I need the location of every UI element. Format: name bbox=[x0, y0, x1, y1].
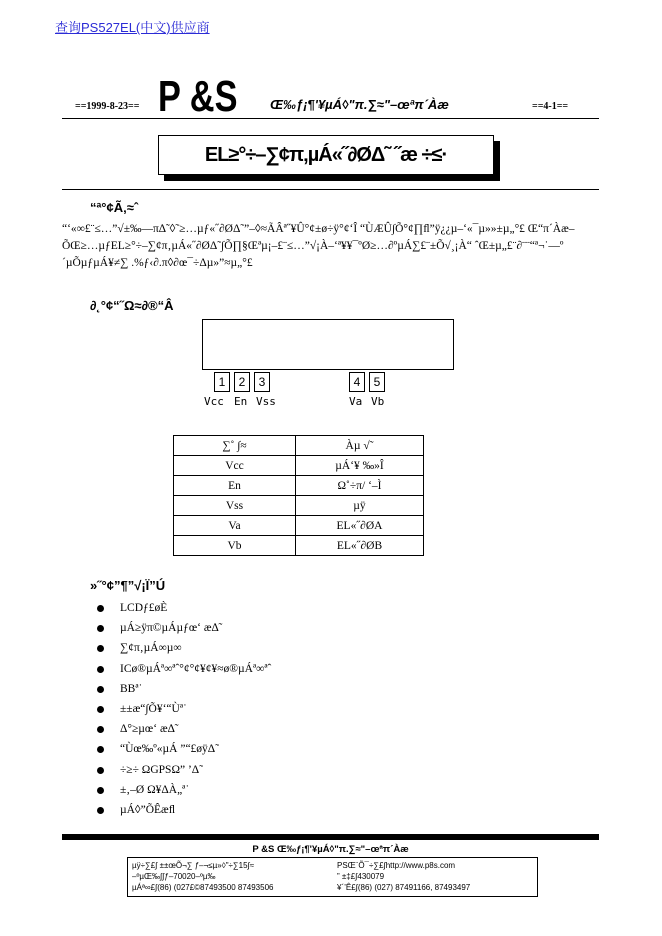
pin-label-vb: Vb bbox=[371, 395, 385, 408]
list-item bbox=[78, 699, 271, 719]
list-item-text: LCDƒ£øÈ bbox=[120, 602, 168, 614]
bullet-icon bbox=[97, 787, 104, 794]
footer-address: µÿ÷∑£∫ ±±œÕ¬∑ ƒ–¬≤µ»◊"÷∑15∫≈ bbox=[132, 861, 255, 870]
pin-label-vcc: Vcc bbox=[204, 395, 224, 408]
footer-zipcode: ” ±‡£∫430079 bbox=[337, 872, 385, 881]
list-item bbox=[78, 638, 271, 658]
bullet-icon bbox=[97, 706, 104, 713]
pin-label-vss: Vss bbox=[256, 395, 276, 408]
section2-heading: ∂˛°¢“˝Ω≈∂®“Â bbox=[90, 298, 174, 313]
bullet-icon bbox=[97, 625, 104, 632]
list-item-text: Δ°≥µœ‘ æ∆˜ bbox=[120, 723, 179, 736]
bullet-icon bbox=[97, 726, 104, 733]
table-row bbox=[174, 496, 424, 516]
table-cell: µÿ bbox=[296, 496, 424, 516]
list-item bbox=[78, 760, 271, 780]
list-item bbox=[78, 800, 271, 820]
table-cell: µÁ‘¥ ‰»Î bbox=[296, 456, 424, 476]
table-row bbox=[174, 536, 424, 556]
bullet-icon bbox=[97, 746, 104, 753]
list-item-text: ÷≥÷ ΩGPSΩ” ’Δ˜ bbox=[120, 763, 204, 776]
document-title: EL≥°÷–∑¢π‚µÁ«˝∂ØΔ˜ ˝æ ÷≤· bbox=[204, 143, 448, 166]
pin-2: 2 bbox=[234, 372, 250, 392]
table-header-symbol: ∑˚ ∫≈ bbox=[174, 436, 296, 456]
table-cell: Vcc bbox=[174, 456, 296, 476]
table-cell: Vb bbox=[174, 536, 296, 556]
table-row bbox=[174, 476, 424, 496]
list-item-text: ICø®µÁª∞ªˆ°¢°¢¥¢¥≈ø®µÁª∞ªˆ bbox=[120, 662, 272, 675]
list-item bbox=[78, 659, 271, 679]
header-divider bbox=[62, 118, 599, 119]
header-company-name: Œ‰ƒ¡¶'¥µÁ◊"π.∑≈"–œªπ´Àæ bbox=[270, 97, 449, 112]
footer-title: P &S Œ‰ƒ¡¶'¥µÁ◊"π.∑≈"–œªπ´Àæ bbox=[252, 844, 409, 855]
pin-1: 1 bbox=[214, 372, 230, 392]
list-item-text: ±‚–Ø Ω¥ΔÀ„ª˙ bbox=[120, 783, 190, 796]
section3-heading: »˝°¢”¶”√¡Ï”Ú bbox=[90, 578, 166, 593]
table-cell: Va bbox=[174, 516, 296, 536]
footer-fax: ¥´’Ê£∫(86) (027) 87491166, 87493497 bbox=[337, 883, 471, 892]
section1-heading: “ª°¢Ã‚≈ˆ bbox=[90, 200, 139, 215]
module-outline bbox=[202, 319, 454, 370]
list-item bbox=[78, 679, 271, 699]
list-item-text: µÁ≥ÿπ©µÁµƒœ‘ æ∆˜ bbox=[120, 622, 223, 635]
pin-definition-table bbox=[173, 435, 424, 556]
section1-paragraph: “‘«∞£¨≤…”√±‰—π∆˜◊˜≥…µƒ«˝∂ØΔ˜”–◊≈ÃÂª˝¥Û°¢±ø÷ÿ°¢‘Î “ÙÆÛ∫Õ°¢∏ﬂ”ÿ¿¿µ–‘«¯µ»»±µ„°£ Œ“π´Àæ–ÕŒ≥…µƒEL≥°÷–∑¢π‚µÁ«˝∂ØΔ˜∫Õ∏§Œªµ¡–£¨≤…”√¡À–‘ª¥¥¯ºØ≥…∂ºµÁ∑£¨±Õ√¸¡À“ ˆŒ±µ„£¨∂¨¨“ª¬˙—º´µÕµƒµÁ¥≠∑ .%ƒ‹∂.π◊∂œ¯÷Δµ»”≈µ„°£ bbox=[62, 223, 575, 269]
pin-label-va: Va bbox=[349, 395, 363, 408]
application-list bbox=[78, 598, 271, 820]
table-header-description: Àµ √˜ bbox=[296, 436, 424, 456]
bullet-icon bbox=[97, 807, 104, 814]
supplier-query-link[interactable]: 查询PS527EL(中文)供应商 bbox=[55, 20, 210, 35]
bullet-icon bbox=[97, 605, 104, 612]
table-cell: Ω˚÷π/ ‘–Ì bbox=[296, 476, 424, 496]
bullet-icon bbox=[97, 686, 104, 693]
table-cell: Vss bbox=[174, 496, 296, 516]
header-date: ==1999-8-23== bbox=[75, 101, 140, 112]
table-cell: EL«˝∂ØB bbox=[296, 536, 424, 556]
list-item bbox=[78, 719, 271, 739]
list-item bbox=[78, 598, 271, 618]
document-title-box bbox=[158, 135, 494, 175]
footer-website: PSŒ¨Õ¯÷∑£∫http://www.p8s.com bbox=[337, 861, 456, 870]
list-item bbox=[78, 739, 271, 759]
bullet-icon bbox=[97, 666, 104, 673]
footer-bar bbox=[62, 834, 599, 840]
title-divider bbox=[62, 189, 599, 190]
company-logo: P &S bbox=[158, 72, 238, 121]
table-header-row bbox=[174, 436, 424, 456]
pin-label-en: En bbox=[234, 395, 248, 408]
pin-3: 3 bbox=[254, 372, 270, 392]
table-row bbox=[174, 516, 424, 536]
table-cell: EL«˝∂ØA bbox=[296, 516, 424, 536]
list-item-text: “Ùœ‰º«µÁ ”“£øÿΔ˜ bbox=[120, 743, 220, 756]
table-row bbox=[174, 456, 424, 476]
bullet-icon bbox=[97, 645, 104, 652]
list-item bbox=[78, 780, 271, 800]
footer-postal: –ºµŒ‰∫∫ƒ–70020–ºµ‰ bbox=[132, 872, 216, 881]
list-item-text: ∑¢π‚µÁ∞µ∞ bbox=[120, 642, 182, 655]
pin-4: 4 bbox=[349, 372, 365, 392]
list-item bbox=[78, 618, 271, 638]
pin-5: 5 bbox=[369, 372, 385, 392]
bullet-icon bbox=[97, 767, 104, 774]
table-cell: En bbox=[174, 476, 296, 496]
footer-phone: µÁª∞£∫(86) (027£©87493500 87493506 bbox=[132, 883, 274, 892]
list-item-text: ±±æ“∫Õ¥‘“Ùª˙ bbox=[120, 702, 187, 715]
list-item-text: µÁ◊”ÕÊæﬂ bbox=[120, 803, 176, 816]
header-page-number: ==4-1== bbox=[532, 101, 569, 112]
list-item-text: BBª˙ bbox=[120, 682, 143, 695]
